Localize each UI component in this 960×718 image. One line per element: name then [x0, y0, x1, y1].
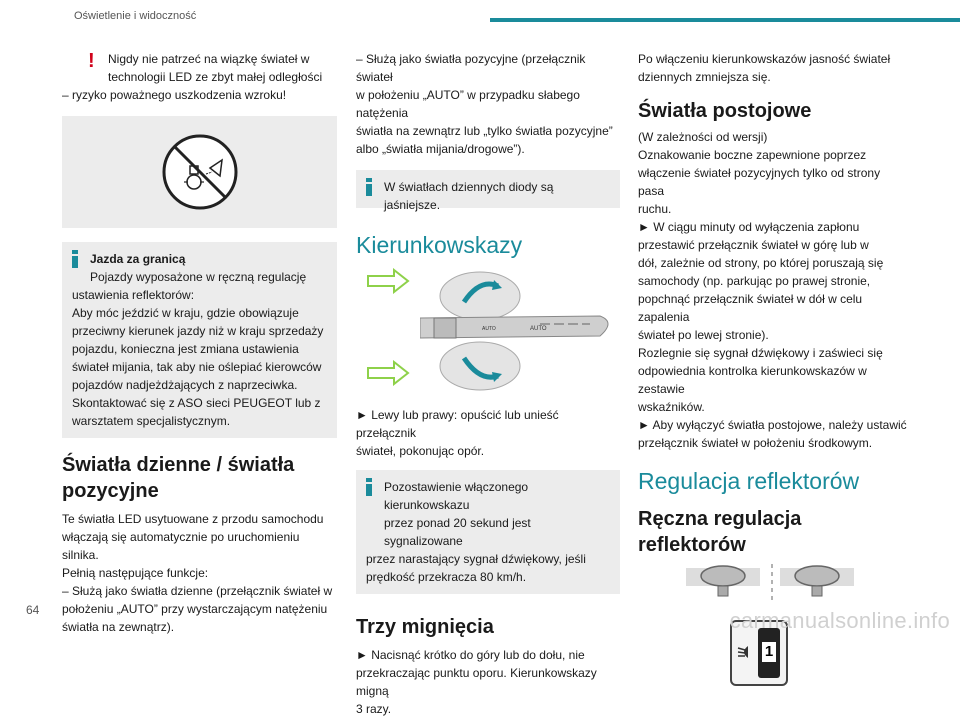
arrow-right-down-icon: [366, 360, 410, 386]
stalk-auto-label: AUTO: [482, 326, 496, 332]
headlamp-adjust-heading: Regulacja reflektorów: [638, 468, 860, 494]
indicators-heading: Kierunkowskazy: [356, 232, 523, 258]
abroad-line: warsztatem specjalistycznym.: [72, 414, 231, 428]
drl-heading: pozycyjne: [62, 480, 159, 502]
indicator-stalk-illustration: [356, 266, 620, 396]
indicator-info-line: prędkość przekracza 80 km/h.: [366, 570, 527, 584]
parking-line: odpowiednia kontrolka kierunkowskazów w zestawie: [638, 364, 867, 396]
parking-line: przełącznik świateł w położeniu środkowym.: [638, 436, 873, 450]
abroad-line: pojazdu, konieczna jest zmiana ustawienia: [72, 342, 299, 356]
parking-line: ► Aby wyłączyć światła postojowe, należy ustawić: [638, 418, 907, 432]
three-flash-line: 3 razy.: [356, 702, 392, 716]
drl-text-line: – Służą jako światła dzienne (przełącznik świateł w: [62, 584, 333, 598]
abroad-title: Jazda za granicą: [90, 252, 186, 266]
header-accent-bar: [490, 18, 960, 22]
info-icon: [72, 250, 78, 268]
page-number: 64: [26, 603, 40, 617]
dial-value: 1: [762, 642, 776, 662]
abroad-line: Aby móc jeździć w kraju, gdzie obowiązuje: [72, 306, 299, 320]
led-eye-hazard-illustration: [62, 116, 337, 228]
abroad-line: Pojazdy wyposażone w ręczną regulację: [90, 270, 307, 284]
indicator-info-line: przez ponad 20 sekund jest sygnalizowane: [384, 516, 531, 548]
parking-line: Rozlegnie się sygnał dźwiękowy i zaświeci się: [638, 346, 883, 360]
light-stalk-icon: [420, 266, 620, 396]
parking-line: przestawić przełącznik świateł w górę lub w: [638, 238, 869, 252]
drl-cont-line: w położeniu „AUTO” w przypadku słabego natężenia: [356, 88, 580, 120]
watermark: carmanualsonline.info: [729, 608, 950, 633]
drl-cont-line: – Służą jako światła pozycyjne (przełącznik świateł: [356, 52, 586, 84]
abroad-line: przeciwny kierunek jazdy niż w kraju sprzedaży: [72, 324, 324, 338]
drl-info-box: [356, 170, 620, 212]
drl-text-line: światła na zewnątrz).: [62, 620, 175, 634]
parking-line: samochody (np. parkując po prawej stronie,: [638, 274, 871, 288]
warning-line: Nigdy nie patrzeć na wiązkę świateł w: [108, 52, 310, 66]
drl-heading: Światła dzienne / światła: [62, 454, 295, 476]
drl-text-line: Pełnią następujące funkcje:: [62, 566, 209, 580]
three-flash-line: ► Nacisnąć krótko do góry lub do dołu, nie: [356, 648, 585, 662]
drl-text-line: położeniu „AUTO” przy wystarczającym natężeniu: [62, 602, 328, 616]
parking-line: popchnąć przełącznik świateł w dół w celu zapalenia: [638, 292, 863, 324]
parking-line: (W zależności od wersji): [638, 130, 768, 144]
steering-wheel-left-icon: [686, 564, 760, 600]
indicator-info-line: Pozostawienie włączonego kierunkowskazu: [384, 480, 529, 512]
info-icon: [366, 478, 372, 496]
drl-cont-line: światła na zewnątrz lub „tylko światła pozycyjne”: [356, 124, 613, 138]
parking-line: ruchu.: [638, 202, 672, 216]
abroad-info-box: [62, 242, 337, 438]
column-1: [62, 50, 337, 636]
parking-line: wskaźników.: [638, 400, 705, 414]
headlamp-beam-icon: [736, 642, 756, 662]
parking-line: włączenie świateł pozycyjnych tylko od strony pasa: [638, 166, 881, 198]
three-flash-line: przekraczając punktu oporu. Kierunkowskazy migną: [356, 666, 597, 698]
abroad-line: ustawienia reflektorów:: [72, 288, 195, 302]
indicator-info-line: przez narastający sygnał dźwiękowy, jeśli: [366, 552, 586, 566]
abroad-line: Skontaktować się z ASO sieci PEUGEOT lub z: [72, 396, 321, 410]
arrow-right-up-icon: [366, 268, 410, 294]
indicator-note-line: dziennych zmniejsza się.: [638, 70, 771, 84]
dial-wheel[interactable]: [758, 628, 780, 678]
drl-text-line: włączają się automatycznie po uruchomieniu silnika.: [62, 530, 300, 562]
led-warning: [62, 50, 337, 86]
abroad-line: świateł mijania, tak aby nie oślepiać kierowców: [72, 360, 322, 374]
exclamation-icon: !: [88, 50, 95, 72]
parking-line: ► W ciągu minuty od wyłączenia zapłonu: [638, 220, 860, 234]
warning-line: technologii LED ze zbyt małej odległości: [108, 70, 323, 84]
no-look-into-led-icon: [160, 132, 240, 212]
warning-line: – ryzyko poważnego uszkodzenia wzroku!: [62, 88, 287, 102]
manual-adjust-heading: Ręczna regulacja reflektorów: [638, 508, 802, 556]
drl-text-line: Te światła LED usytuowane z przodu samochodu: [62, 512, 324, 526]
column-3: [638, 50, 908, 684]
parking-line: dół, zależnie od strony, po której poruszają się: [638, 256, 884, 270]
stalk-auto-label: AUTO: [530, 326, 547, 332]
running-header: Oświetlenie i widoczność: [74, 10, 197, 22]
indicator-note-line: Po włączeniu kierunkowskazów jasność świateł: [638, 52, 891, 66]
steering-wheel-right-icon: [780, 564, 854, 600]
indicator-warning-box: [356, 470, 620, 594]
stalk-caption: świateł, pokonując opór.: [356, 444, 485, 458]
drl-cont-line: albo „światła mijania/drogowe”).: [356, 142, 525, 156]
stalk-caption: ► Lewy lub prawy: opuścić lub unieść przełącznik: [356, 408, 559, 440]
column-2: [356, 50, 620, 718]
divider-dash: [770, 564, 774, 604]
parking-line: Oznakowanie boczne zapewnione poprzez: [638, 148, 867, 162]
three-flash-heading: Trzy mignięcia: [356, 616, 494, 638]
drl-info-text: W światłach dziennych diody są jaśniejsze.: [384, 180, 554, 212]
abroad-line: pojazdów nadjeżdżających z naprzeciwka.: [72, 378, 298, 392]
parking-line: świateł po lewej stronie).: [638, 328, 769, 342]
info-icon: [366, 178, 372, 196]
parking-lights-heading: Światła postojowe: [638, 100, 812, 122]
